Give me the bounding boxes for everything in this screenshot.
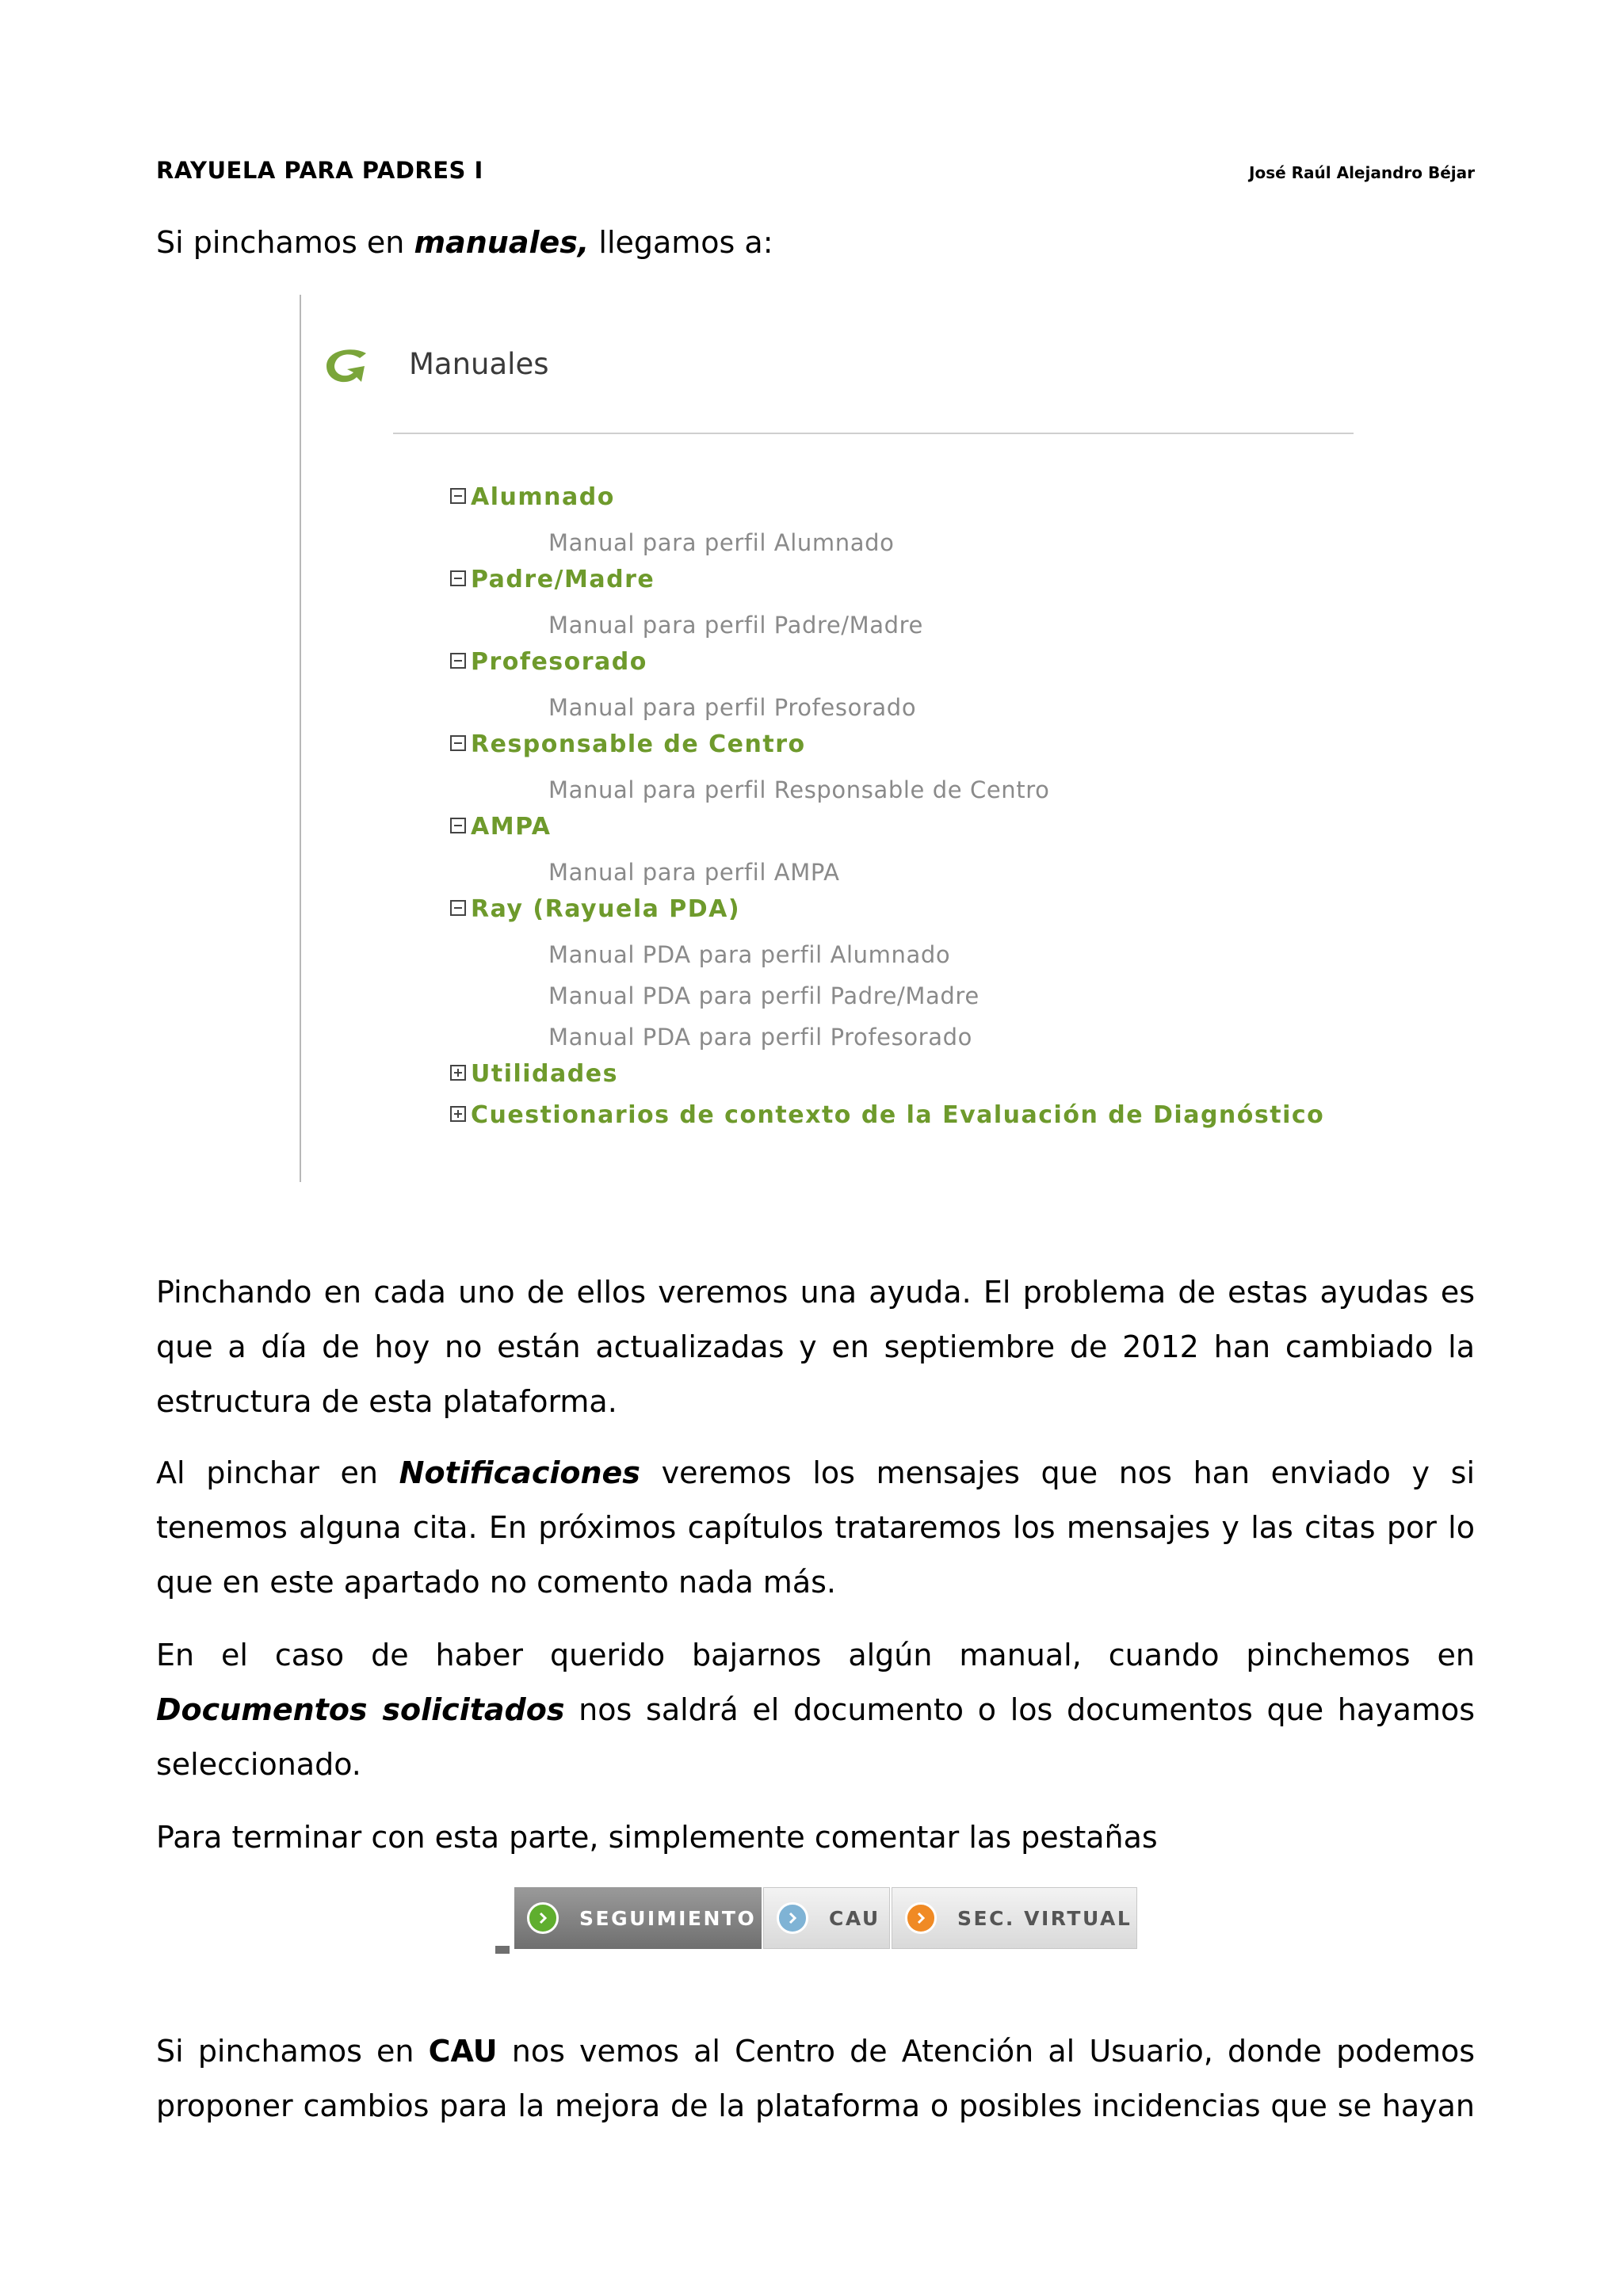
manual-link-ampa[interactable]: Manual para perfil AMPA bbox=[548, 859, 840, 886]
category-padre-madre[interactable]: Padre/Madre bbox=[450, 566, 655, 593]
paragraph-line: estructura de esta plataforma. bbox=[156, 1384, 617, 1419]
paragraph-line: seleccionado. bbox=[156, 1747, 361, 1782]
manuales-screenshot bbox=[300, 295, 1339, 1182]
paragraph-line: que a día de hoy no están actualizadas y en septiembre de 2012 han cambiado la bbox=[156, 1329, 1475, 1364]
paragraph-cau bbox=[156, 2024, 1475, 2134]
collapse-icon[interactable] bbox=[450, 818, 466, 833]
document-author: José Raúl Alejandro Béjar bbox=[1249, 163, 1475, 182]
manuales-divider bbox=[393, 433, 1354, 434]
manual-link-responsable-centro[interactable]: Manual para perfil Responsable de Centro bbox=[548, 776, 1050, 803]
manuales-header bbox=[320, 342, 1350, 398]
paragraph-line: proponer cambios para la mejora de la plataforma o posibles incidencias que se hayan bbox=[156, 2088, 1475, 2123]
manual-link-pda-alumnado[interactable]: Manual PDA para perfil Alumnado bbox=[548, 941, 951, 968]
paragraph-notificaciones bbox=[156, 1446, 1475, 1610]
manual-link-pda-profesorado[interactable]: Manual PDA para perfil Profesorado bbox=[548, 1024, 972, 1051]
category-alumnado[interactable]: Alumnado bbox=[450, 483, 615, 511]
arrow-right-icon bbox=[777, 1902, 808, 1934]
paragraph-ayudas bbox=[156, 1265, 1475, 1429]
paragraph-line: Pinchando en cada uno de ellos veremos una ayuda. El problema de estas ayudas es bbox=[156, 1275, 1475, 1310]
documentos-emphasis: Documentos solicitados bbox=[156, 1692, 565, 1727]
expand-icon[interactable] bbox=[450, 1065, 466, 1081]
paragraph-line: Al pinchar en Notificaciones veremos los mensajes que nos han enviado y si bbox=[156, 1455, 1476, 1490]
intro-paragraph bbox=[156, 215, 1475, 270]
manual-link-pda-padre-madre[interactable]: Manual PDA para perfil Padre/Madre bbox=[548, 982, 980, 1009]
paragraph-pestanas bbox=[156, 1810, 1475, 1865]
rayuela-logo-icon bbox=[320, 342, 371, 385]
category-responsable-centro[interactable]: Responsable de Centro bbox=[450, 730, 806, 758]
category-ray-pda[interactable]: Ray (Rayuela PDA) bbox=[450, 895, 740, 923]
paragraph-line: Documentos solicitados nos saldrá el documento o los documentos que hayamos bbox=[156, 1692, 1476, 1727]
paragraph-line: Si pinchamos en CAU nos vemos al Centro de Atención al Usuario, donde podemos bbox=[156, 2034, 1476, 2069]
category-cuestionarios[interactable]: Cuestionarios de contexto de la Evaluación de Diagnóstico bbox=[450, 1101, 1324, 1129]
page-header bbox=[156, 157, 1475, 184]
intro-before: Si pinchamos en bbox=[156, 225, 414, 260]
collapse-icon[interactable] bbox=[450, 488, 466, 504]
paragraph-documentos bbox=[156, 1628, 1475, 1792]
manual-link-padre-madre[interactable]: Manual para perfil Padre/Madre bbox=[548, 612, 923, 639]
document-title: RAYUELA PARA PADRES I bbox=[156, 157, 483, 184]
tab-cau[interactable]: CAU bbox=[763, 1887, 890, 1949]
category-utilidades[interactable]: Utilidades bbox=[450, 1060, 618, 1088]
manual-link-alumnado[interactable]: Manual para perfil Alumnado bbox=[548, 529, 895, 556]
intro-after: llegamos a: bbox=[589, 225, 773, 260]
category-profesorado[interactable]: Profesorado bbox=[450, 648, 647, 676]
tabs-screenshot bbox=[495, 1887, 1141, 1952]
collapse-icon[interactable] bbox=[450, 653, 466, 669]
collapse-icon[interactable] bbox=[450, 735, 466, 751]
intro-emphasis: manuales, bbox=[414, 225, 590, 260]
paragraph-line: En el caso de haber querido bajarnos algún manual, cuando pinchemos en bbox=[156, 1638, 1475, 1672]
arrow-right-icon bbox=[905, 1902, 937, 1934]
manual-link-profesorado[interactable]: Manual para perfil Profesorado bbox=[548, 694, 917, 721]
collapse-icon[interactable] bbox=[450, 570, 466, 586]
paragraph-line: que en este apartado no comento nada más. bbox=[156, 1565, 836, 1600]
arrow-right-icon bbox=[527, 1902, 559, 1934]
notificaciones-emphasis: Notificaciones bbox=[399, 1455, 640, 1490]
cau-emphasis: CAU bbox=[428, 2034, 498, 2069]
tab-sec-virtual[interactable]: SEC. VIRTUAL bbox=[892, 1887, 1137, 1949]
expand-icon[interactable] bbox=[450, 1106, 466, 1122]
collapse-icon[interactable] bbox=[450, 900, 466, 916]
category-ampa[interactable]: AMPA bbox=[450, 813, 552, 841]
paragraph-line: tenemos alguna cita. En próximos capítulos trataremos los mensajes y las citas por lo bbox=[156, 1510, 1475, 1545]
tab-bar-base bbox=[495, 1946, 510, 1954]
tab-seguimiento[interactable]: SEGUIMIENTO bbox=[514, 1887, 762, 1949]
manuales-title: Manuales bbox=[409, 347, 549, 381]
paragraph-line: Para terminar con esta parte, simplemente comentar las pestañas bbox=[156, 1820, 1158, 1855]
